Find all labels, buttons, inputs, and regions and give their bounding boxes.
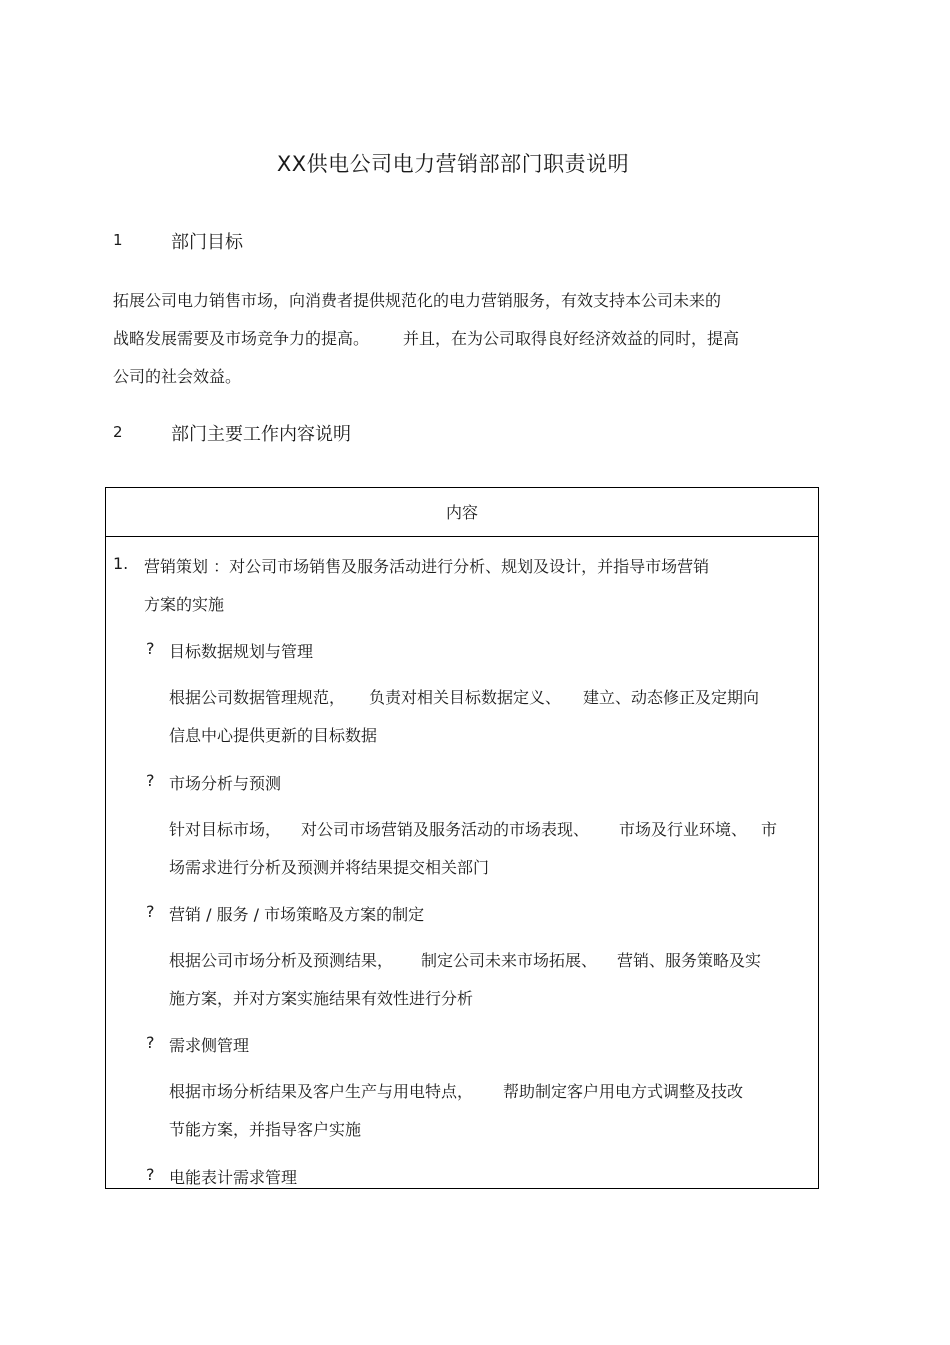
paragraph-line: 公司的社会效益。 bbox=[113, 367, 242, 386]
bullet-icon: ? bbox=[146, 1165, 155, 1184]
subitem-text bbox=[169, 948, 761, 971]
subitem-text: 节能方案，并指导客户实施 bbox=[169, 1120, 362, 1139]
subitem-title: 目标数据规划与管理 bbox=[169, 642, 314, 661]
item-number: 1. bbox=[113, 554, 129, 573]
subitem-title: 电能表计需求管理 bbox=[169, 1168, 298, 1187]
paragraph-text: 战略发展需要及市场竞争力的提高。 bbox=[113, 329, 370, 348]
section-title: 部门目标 bbox=[171, 232, 243, 253]
subitem-text bbox=[169, 1079, 743, 1102]
text-fragment: 负责对相关目标数据定义、 bbox=[369, 688, 562, 707]
text-fragment: 建立、动态修正及定期向 bbox=[583, 688, 760, 707]
table-header: 内容 bbox=[106, 488, 818, 537]
subitem-text bbox=[169, 685, 759, 708]
paragraph-text: 并且，在为公司取得良好经济效益的同时，提高 bbox=[403, 329, 740, 348]
subitem-text bbox=[169, 817, 777, 840]
text-fragment: 市 bbox=[761, 820, 778, 839]
subitem-title: 营销 / 服务 / 市场策略及方案的制定 bbox=[169, 905, 425, 924]
text-fragment: 市场及行业环境、 bbox=[619, 820, 748, 839]
text-fragment: 根据市场分析结果及客户生产与用电特点， bbox=[169, 1082, 474, 1101]
bullet-icon: ? bbox=[146, 771, 155, 790]
paragraph-line: 拓展公司电力销售市场，向消费者提供规范化的电力营销服务，有效支持本公司未来的 bbox=[113, 291, 722, 310]
document-title: XX供电公司电力营销部部门职责说明 bbox=[276, 152, 630, 176]
section-title: 部门主要工作内容说明 bbox=[171, 424, 351, 445]
text-fragment: 制定公司未来市场拓展、 bbox=[421, 951, 598, 970]
text-fragment: 根据公司市场分析及预测结果， bbox=[169, 951, 394, 970]
content-table bbox=[105, 487, 819, 1189]
bullet-icon: ? bbox=[146, 902, 155, 921]
section-number: 2 bbox=[113, 423, 123, 441]
subitem-text: 信息中心提供更新的目标数据 bbox=[169, 726, 378, 745]
subitem-title: 市场分析与预测 bbox=[169, 774, 282, 793]
text-fragment: 针对目标市场， bbox=[169, 820, 282, 839]
bullet-icon: ? bbox=[146, 1033, 155, 1052]
text-fragment: 帮助制定客户用电方式调整及技改 bbox=[503, 1082, 744, 1101]
paragraph-line bbox=[113, 320, 818, 358]
text-fragment: 对公司市场营销及服务活动的市场表现、 bbox=[301, 820, 590, 839]
text-fragment: 根据公司数据管理规范， bbox=[169, 688, 346, 707]
subitem-text: 场需求进行分析及预测并将结果提交相关部门 bbox=[169, 858, 490, 877]
bullet-icon: ? bbox=[146, 639, 155, 658]
subitem-text: 施方案，并对方案实施结果有效性进行分析 bbox=[169, 989, 474, 1008]
item-text: 营销策划 ：对公司市场销售及服务活动进行分析、规划及设计，并指导市场营销 bbox=[144, 557, 710, 576]
section-number: 1 bbox=[113, 231, 123, 249]
item-text: 方案的实施 bbox=[144, 595, 225, 614]
section-1-paragraph bbox=[113, 282, 818, 396]
text-fragment: 营销、服务策略及实 bbox=[617, 951, 762, 970]
subitem-title: 需求侧管理 bbox=[169, 1036, 250, 1055]
